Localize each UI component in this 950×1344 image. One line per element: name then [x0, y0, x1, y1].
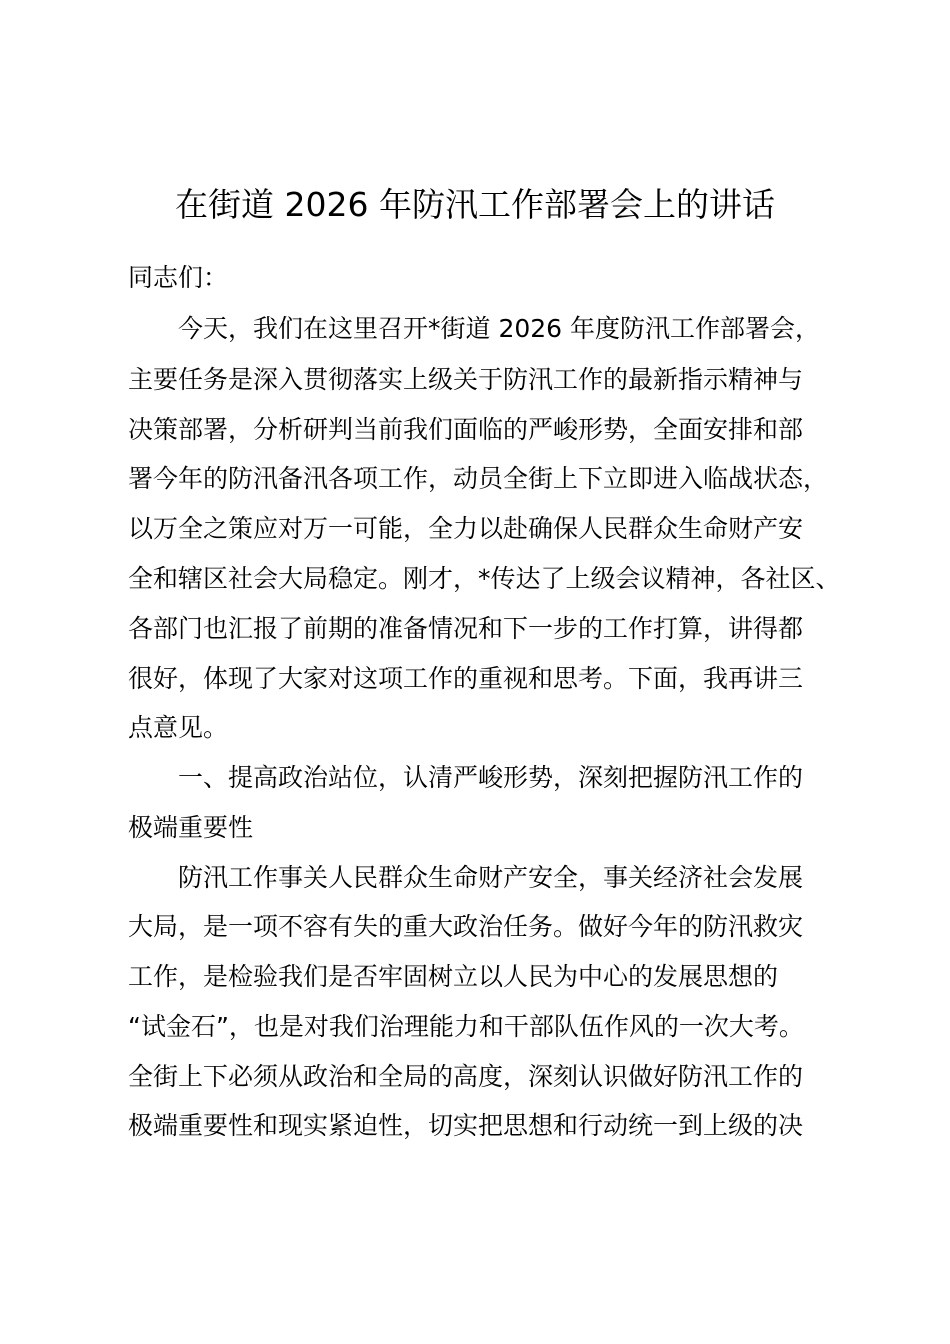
salutation: 同志们： — [128, 263, 229, 292]
document-title: 在街道 2026 年防汛工作部署会上的讲话 — [175, 185, 775, 224]
body-line: 极端重要性和现实紧迫性，切实把思想和行动统一到上级的决 — [128, 1111, 804, 1140]
body-line: “试金石”，也是对我们治理能力和干部队伍作风的一次大考。 — [128, 1012, 804, 1041]
body-line: 署今年的防汛备汛各项工作，动员全街上下立即进入临战状态， — [128, 464, 829, 493]
body-line: 以万全之策应对万一可能，全力以赴确保人民群众生命财产安 — [128, 514, 804, 543]
body-line: 决策部署，分析研判当前我们面临的严峻形势，全面安排和部 — [128, 415, 804, 444]
body-line: 大局，是一项不容有失的重大政治任务。做好今年的防汛救灾 — [128, 912, 804, 941]
body-line: 全和辖区社会大局稳定。刚才，*传达了上级会议精神，各社区、 — [128, 564, 841, 593]
body-line: 点意见。 — [128, 713, 229, 742]
section-heading: 一、提高政治站位，认清严峻形势，深刻把握防汛工作的 — [178, 763, 804, 792]
body-line: 今天，我们在这里召开*街道 2026 年度防汛工作部署会， — [178, 314, 821, 343]
body-line: 工作，是检验我们是否牢固树立以人民为中心的发展思想的 — [128, 962, 779, 991]
body-line: 全街上下必须从政治和全局的高度，深刻认识做好防汛工作的 — [128, 1062, 804, 1091]
body-line: 防汛工作事关人民群众生命财产安全，事关经济社会发展 — [178, 863, 804, 892]
body-line: 各部门也汇报了前期的准备情况和下一步的工作打算，讲得都 — [128, 614, 804, 643]
body-line: 主要任务是深入贯彻落实上级关于防汛工作的最新指示精神与 — [128, 365, 804, 394]
body-line: 很好，体现了大家对这项工作的重视和思考。下面，我再讲三 — [128, 664, 804, 693]
section-heading: 极端重要性 — [128, 813, 254, 842]
